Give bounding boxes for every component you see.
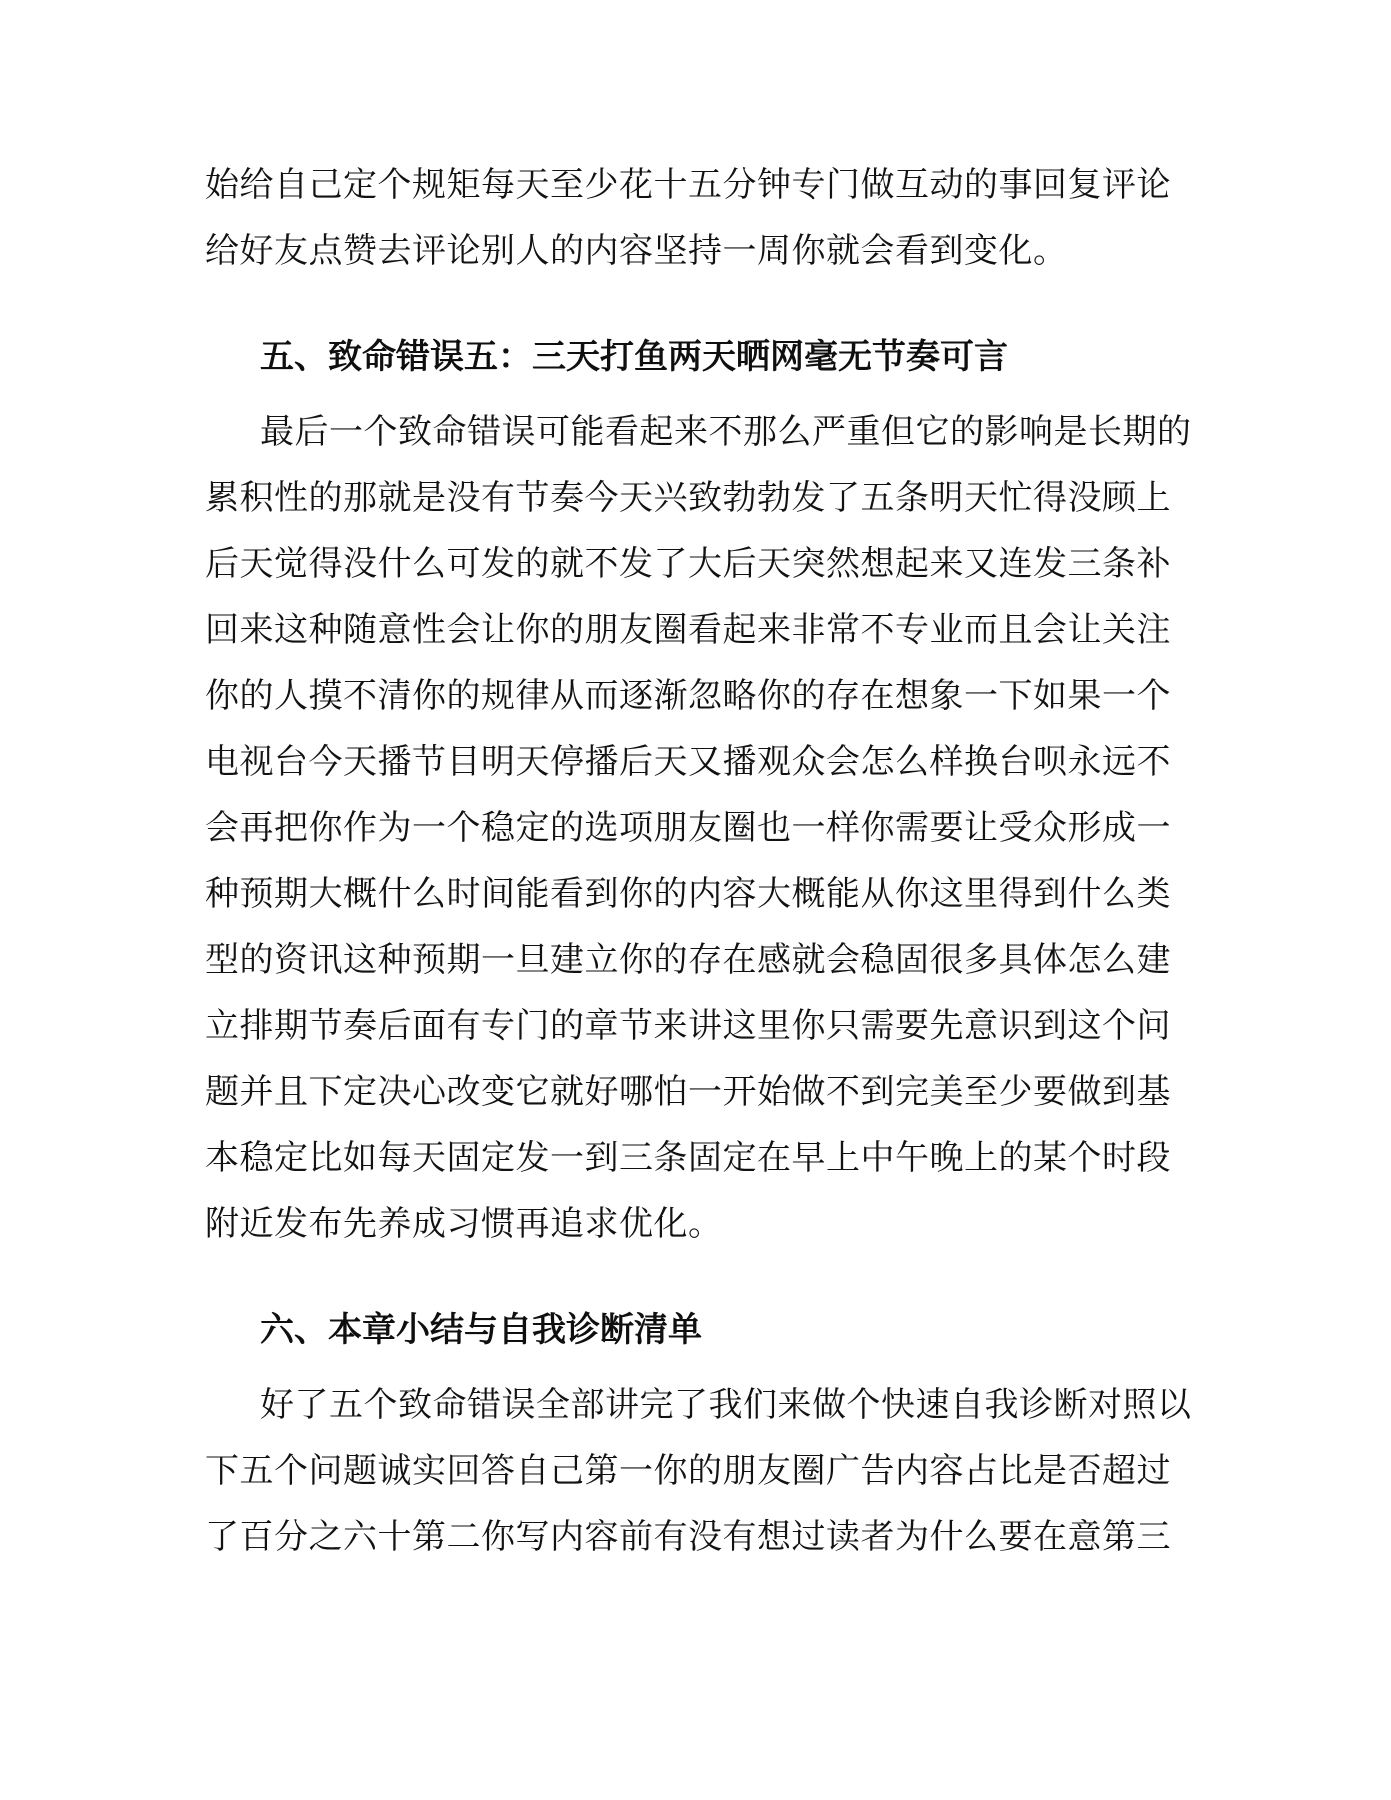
section-heading-5: 五、致命错误五：三天打鱼两天晒网毫无节奏可言 — [260, 337, 1008, 377]
paragraph-line: 会再把你作为一个稳定的选项朋友圈也一样你需要让受众形成一 — [205, 808, 1171, 848]
paragraph-line: 好了五个致命错误全部讲完了我们来做个快速自我诊断对照以 — [260, 1385, 1192, 1425]
paragraph-line: 种预期大概什么时间能看到你的内容大概能从你这里得到什么类 — [205, 874, 1171, 914]
paragraph-line: 型的资讯这种预期一旦建立你的存在感就会稳固很多具体怎么建 — [205, 940, 1171, 980]
paragraph-line: 最后一个致命错误可能看起来不那么严重但它的影响是长期的 — [260, 412, 1192, 452]
paragraph-line: 累积性的那就是没有节奏今天兴致勃勃发了五条明天忙得没顾上 — [205, 478, 1171, 518]
paragraph-line: 始给自己定个规矩每天至少花十五分钟专门做互动的事回复评论 — [205, 165, 1171, 205]
paragraph-line: 你的人摸不清你的规律从而逐渐忽略你的存在想象一下如果一个 — [205, 676, 1171, 716]
paragraph-line: 下五个问题诚实回答自己第一你的朋友圈广告内容占比是否超过 — [205, 1451, 1171, 1491]
paragraph-line: 本稳定比如每天固定发一到三条固定在早上中午晚上的某个时段 — [205, 1138, 1171, 1178]
paragraph-line: 立排期节奏后面有专门的章节来讲这里你只需要先意识到这个问 — [205, 1006, 1171, 1046]
section-heading-6: 六、本章小结与自我诊断清单 — [260, 1310, 702, 1350]
paragraph-line: 了百分之六十第二你写内容前有没有想过读者为什么要在意第三 — [205, 1517, 1171, 1557]
paragraph-line: 给好友点赞去评论别人的内容坚持一周你就会看到变化。 — [205, 231, 1068, 271]
paragraph-line: 后天觉得没什么可发的就不发了大后天突然想起来又连发三条补 — [205, 544, 1171, 584]
paragraph-line: 回来这种随意性会让你的朋友圈看起来非常不专业而且会让关注 — [205, 610, 1171, 650]
paragraph-line: 电视台今天播节目明天停播后天又播观众会怎么样换台呗永远不 — [205, 742, 1171, 782]
paragraph-line: 附近发布先养成习惯再追求优化。 — [205, 1204, 723, 1244]
paragraph-line: 题并且下定决心改变它就好哪怕一开始做不到完美至少要做到基 — [205, 1072, 1171, 1112]
